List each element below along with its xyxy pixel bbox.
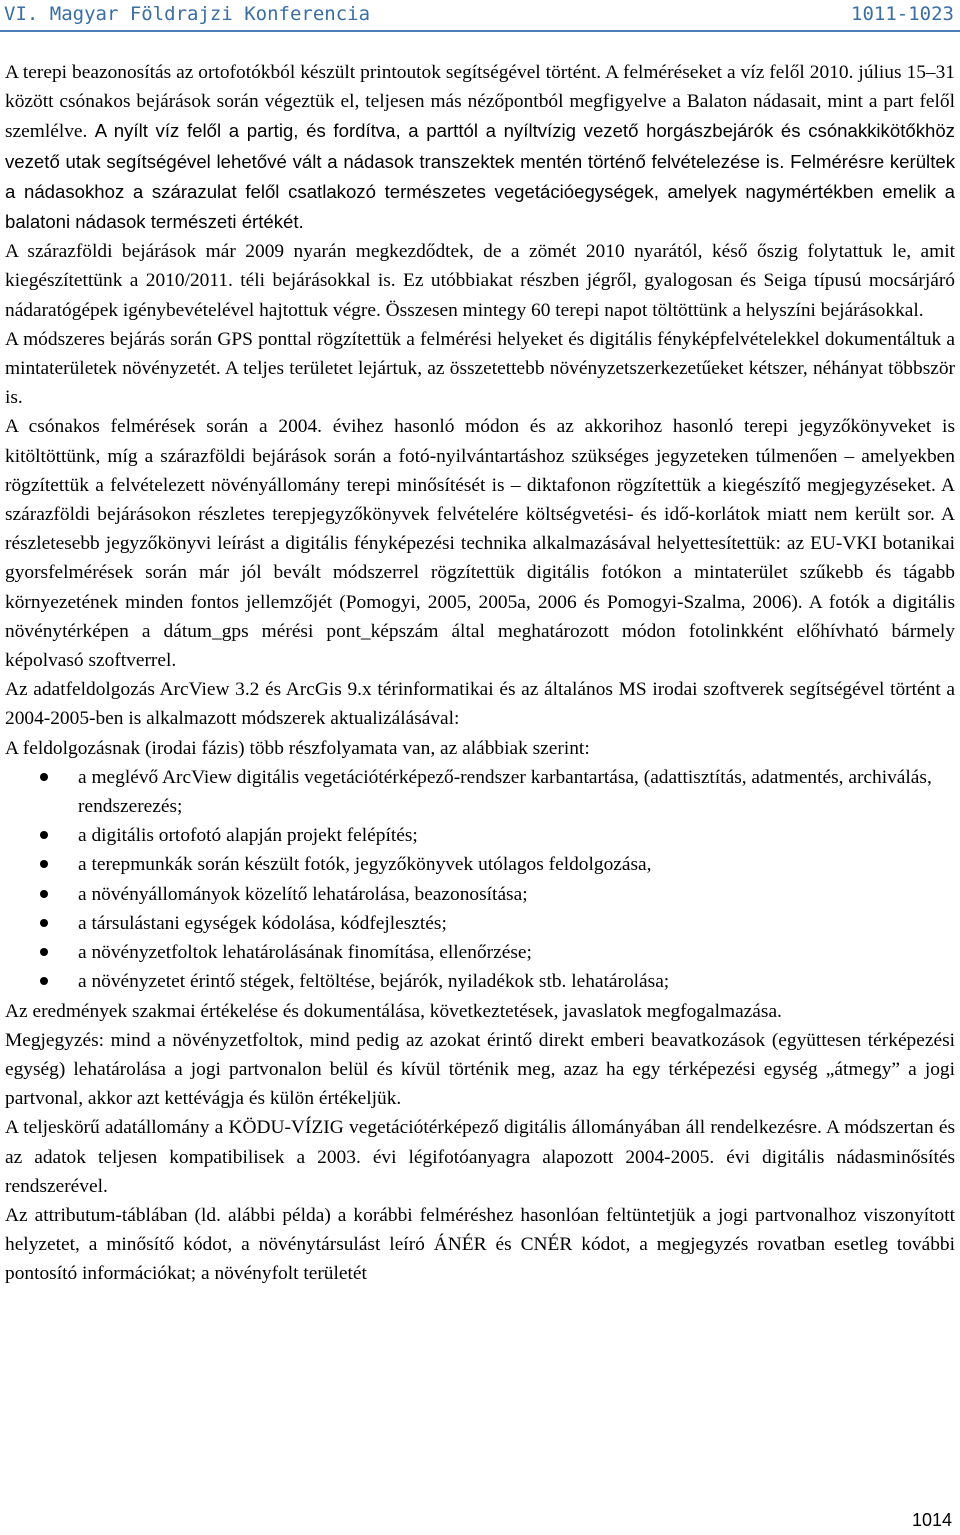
- list-item-text: a társulástani egységek kódolása, kódfejlesztés;: [78, 912, 447, 934]
- bullet-icon: [40, 890, 48, 898]
- paragraph-attribute-table: Az attributum-táblában (ld. alábbi példa) a korábbi felméréshez hasonlóan feltüntetjük a jogi partvonalhoz viszonyított helyzetet, a minősítő kódot, a növénytársulást leíró ÁNÉR és CNÉR kódot, a megjegyzés rovatban esetleg további pontosító információkat; a növényfolt területét: [5, 1204, 955, 1285]
- list-item-text: a meglévő ArcView digitális vegetációtérképező-rendszer karbantartása, (adattisztítás, adatmentés, archiválás, rendszerezés;: [78, 766, 932, 818]
- bullet-icon: [40, 831, 48, 839]
- bullet-icon: [40, 773, 48, 781]
- paragraph-dataset: A teljeskörű adatállomány a KÖDU-VÍZIG vegetációtérképező digitális állományában áll rendelkezésre. A módszertan és az adatok teljesen kompatibilisek a 2003. évi légifotóanyagra alapozott 2004-2005. évi digitális nádasminősítés rendszerével.: [5, 1117, 955, 1197]
- paragraph-gps-method: A módszeres bejárás során GPS ponttal rögzítettük a felmérési helyeket és digitális fényképfelvételekkel dokumentáltuk a mintaterületek növényzetét. A teljes területet lejártuk, az összetettebb növényzetszerkezetűeket kétszer, néhányat többször is.: [5, 328, 955, 409]
- list-item: [5, 850, 955, 879]
- paragraph-processing-steps-intro: A feldolgozásnak (irodai fázis) több részfolyamata van, az alábbiak szerint:: [5, 737, 590, 759]
- list-item: [5, 821, 955, 850]
- header-rule: [0, 30, 960, 32]
- list-item-text: a digitális ortofotó alapján projekt felépítés;: [78, 825, 418, 847]
- conference-title: VI. Magyar Földrajzi Konferencia: [4, 3, 371, 25]
- paragraph-note: Megjegyzés: mind a növényzetfoltok, mind pedig az azokat érintő direkt emberi beavatkozások (együttesen térképezési egység) lehatárolása a jogi partvonalon belül és kívül történik meg, azaz ha egy térképezési egység „átmegy” a jogi partvonal, akkor azt kettévágja és külön értékeljük.: [5, 1029, 955, 1110]
- paragraph-land-surveys: A szárazföldi bejárások már 2009 nyarán megkezdődtek, de a zömét 2010 nyarától, késő őszig folytattuk le, amit kiegészítettünk a 2010/2011. téli bejárásokkal is. Ez utóbbiakat részben jégről, gyalogosan és Seiga típusú mocsárjáró nádaratógépek igénybevételével hajtottuk végre. Összesen mintegy 60 terepi napot töltöttünk a helyszíni bejárásokkal.: [5, 241, 955, 321]
- list-item-text: a növényzetfoltok lehatárolásának finomítása, ellenőrzése;: [78, 942, 532, 964]
- paragraph-data-processing: Az adatfeldolgozás ArcView 3.2 és ArcGis 9.x térinformatikai és az általános MS irodai szoftverek segítségével történt a 2004-2005-ben is alkalmazott módszerek aktualizálásával:: [5, 679, 955, 730]
- bullet-icon: [40, 919, 48, 927]
- paragraph-boat-surveys: A csónakos felmérések során a 2004. évihez hasonló módon és az akkorihoz hasonló terepi jegyzőkönyveket is kitöltöttünk, míg a szárazföldi bejárások során a fotó-nyilvántartáshoz szükséges jegyzeteken túlmenően – amelyekben rögzítettük a felvételezett növényállomány terepi minősítését is – diktafonon rögzítettük a kiegészítő megjegyzéseket. A szárazföldi bejárásokon részletes terepjegyzőkönyvek felvételére költségvetési- és idő-korlátok miatt nem került sor. A részletesebb jegyzőkönyvi leírást a digitális fényképezési technika alkalmazásával helyettesítettük: az EU-VKI botanikai gyorsfelmérések során már jól bevált módszerrel rögzítettük digitális fotókon a mintaterület szűkebb és tágabb környezetének minden fontos jellemzőjét (Pomogyi, 2005, 2005a, 2006 és Pomogyi-Szalma, 2006). A fotók a digitális növénytérképen a dátum_gps mérési pont_képszám által meghatározott módon fotolinkként előhívható bármely képolvasó szoftverrel.: [5, 416, 955, 672]
- list-item-text: a növényállományok közelítő lehatárolása, beazonosítása;: [78, 883, 528, 905]
- page-range: 1011-1023: [851, 3, 954, 25]
- paragraph-field-survey-part1: A terepi beazonosítás az ortofotókból készült printoutok segítségével történt. A felméréseket a víz felől 2010. július 15–31 között csónakos bejárások során végeztük el, teljesen más nézőpontból megfigyelve a Balaton nádasait, mint a part felől szemlélve.: [5, 62, 955, 143]
- list-item-text: a növényzetet érintő stégek, feltöltése, bejárók, nyiladékok stb. lehatárolása;: [78, 971, 670, 993]
- list-item-text: a terepmunkák során készült fotók, jegyzőkönyvek utólagos feldolgozása,: [78, 854, 652, 876]
- bullet-icon: [40, 860, 48, 868]
- list-item: [5, 909, 955, 938]
- paragraph-field-survey: [5, 58, 955, 237]
- bullet-icon: [40, 948, 48, 956]
- list-item: [5, 880, 955, 909]
- bullet-icon: [40, 977, 48, 985]
- list-item: [5, 763, 955, 821]
- list-item: [5, 967, 955, 996]
- processing-steps-list: [5, 763, 955, 997]
- paragraph-evaluation: Az eredmények szakmai értékelése és dokumentálása, következtetések, javaslatok megfogalmazása.: [5, 1000, 782, 1022]
- page-number: 1014: [911, 1510, 952, 1530]
- paragraph-field-survey-part2: A nyílt víz felől a partig, és fordítva, a parttól a nyíltvízig vezető horgászbejárók és csónakkikötőkhöz vezető utak segítségével lehetővé vált a nádasok transzektek mentén történő felvételezése is. Felmérésre kerültek a nádasokhoz a szárazulat felől csatlakozó természetes vegetációegységek, amelyek nagymértékben emelik a balatoni nádasok természeti értékét.: [5, 120, 955, 233]
- running-header: [0, 0, 960, 34]
- list-item: [5, 938, 955, 967]
- body-text: [5, 58, 955, 1478]
